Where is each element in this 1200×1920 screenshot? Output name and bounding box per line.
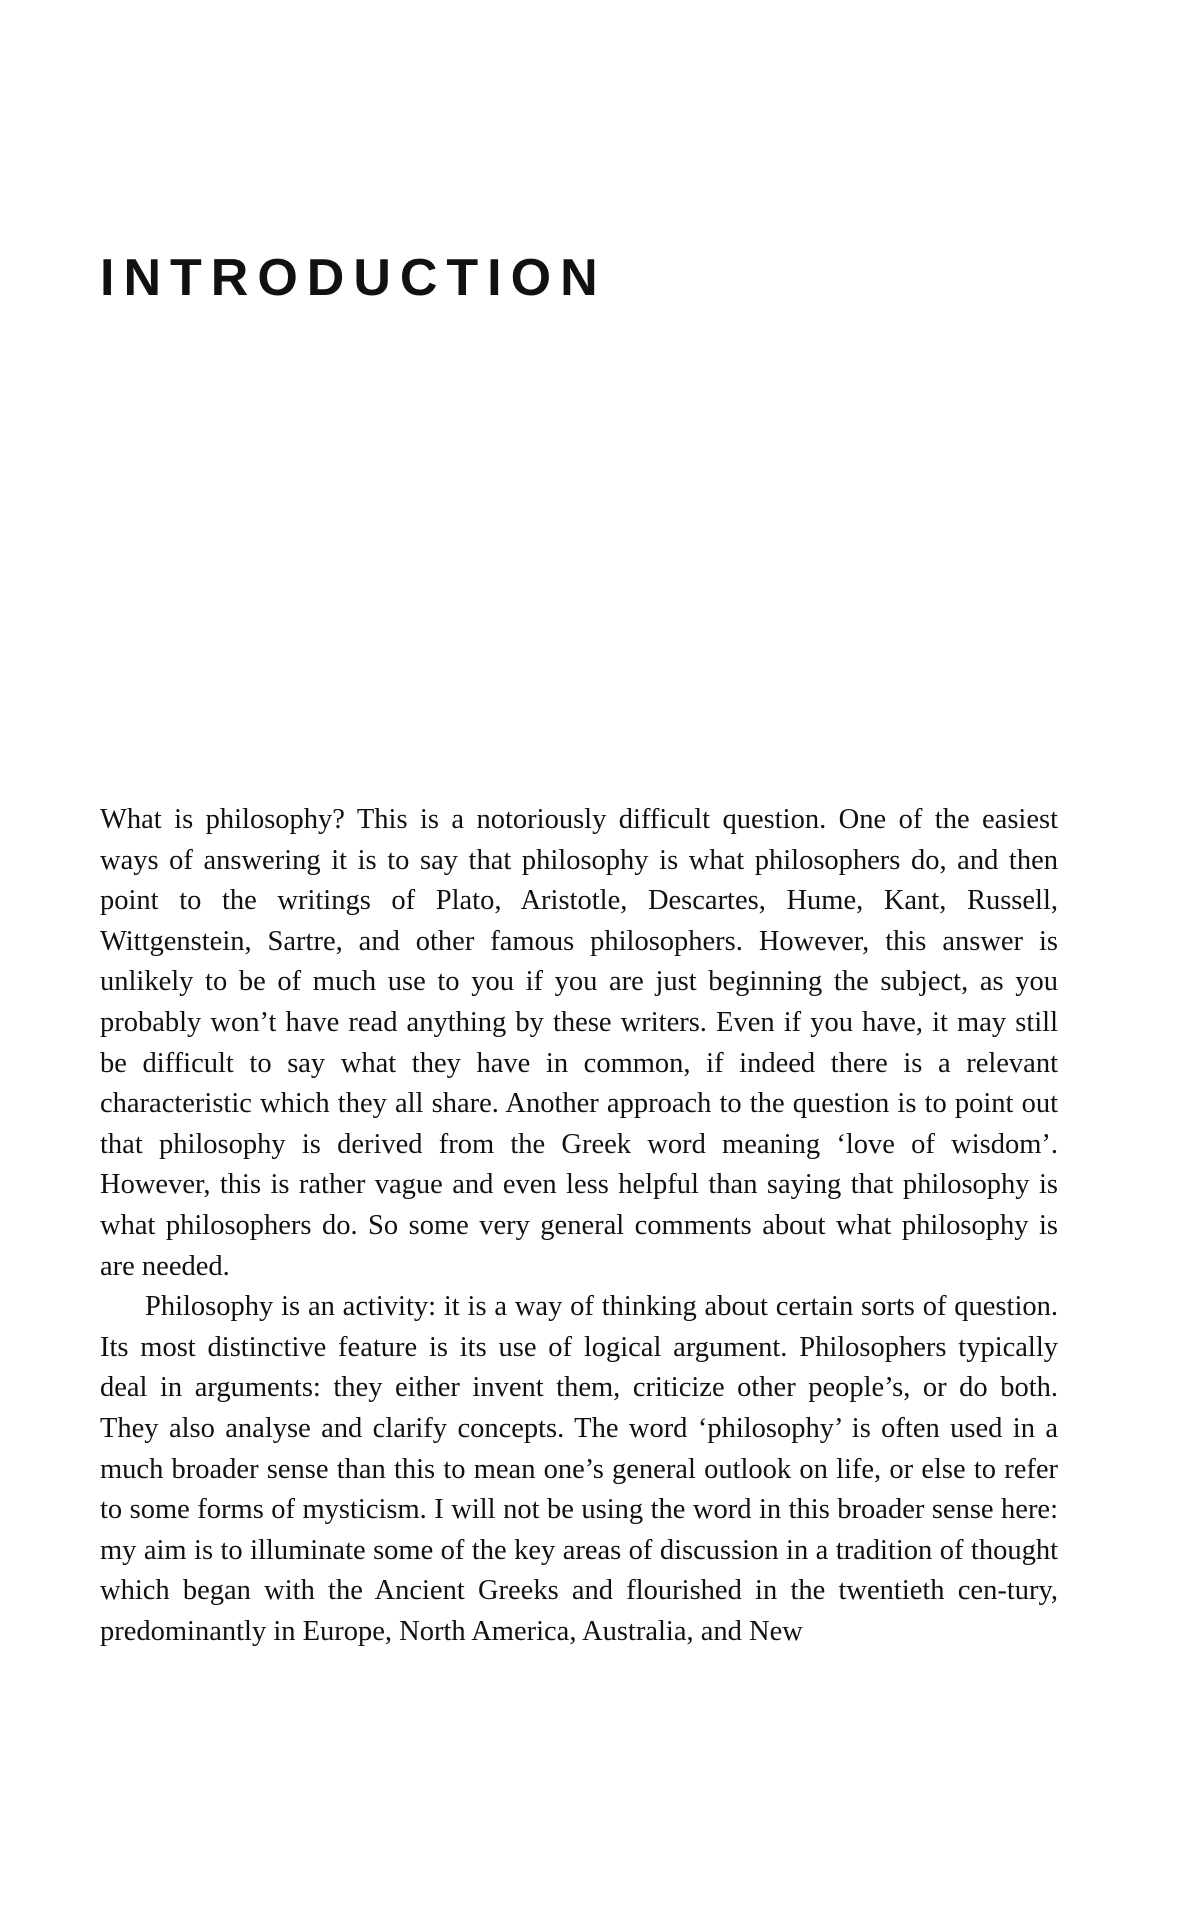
body-text <box>100 800 1058 1652</box>
paragraph-1: What is philosophy? This is a notoriously difficult question. One of the easiest ways of answering it is to say that philosophy is what philosophers do, and then point to the writings of Plato, Aristotle, Descartes, Hume, Kant, Russell, Wittgenstein, Sartre, and other famous philosophers. However, this answer is unlikely to be of much use to you if you are just beginning the subject, as you probably won’t have read anything by these writers. Even if you have, it may still be difficult to say what they have in common, if indeed there is a relevant characteristic which they all share. Another approach to the question is to point out that philosophy is derived from the Greek word meaning ‘love of wisdom’. However, this is rather vague and even less helpful than saying that philosophy is what philosophers do. So some very general comments about what philosophy is are needed. <box>100 804 1058 1282</box>
chapter-title: INTRODUCTION <box>100 249 607 307</box>
paragraph-2: Philosophy is an activity: it is a way of thinking about certain sorts of question. Its most distinctive feature is its use of logical argument. Philosophers typically deal in arguments: they either invent them, criticize other people’s, or do both. They also analyse and clarify concepts. The word ‘philosophy’ is often used in a much broader sense than this to mean one’s general outlook on life, or else to refer to some forms of mysticism. I will not be using the word in this broader sense here: my aim is to illuminate some of the key areas of discussion in a tradition of thought which began with the Ancient Greeks and flourished in the twentieth cen-tury, predominantly in Europe, North America, Australia, and New <box>100 1291 1058 1647</box>
